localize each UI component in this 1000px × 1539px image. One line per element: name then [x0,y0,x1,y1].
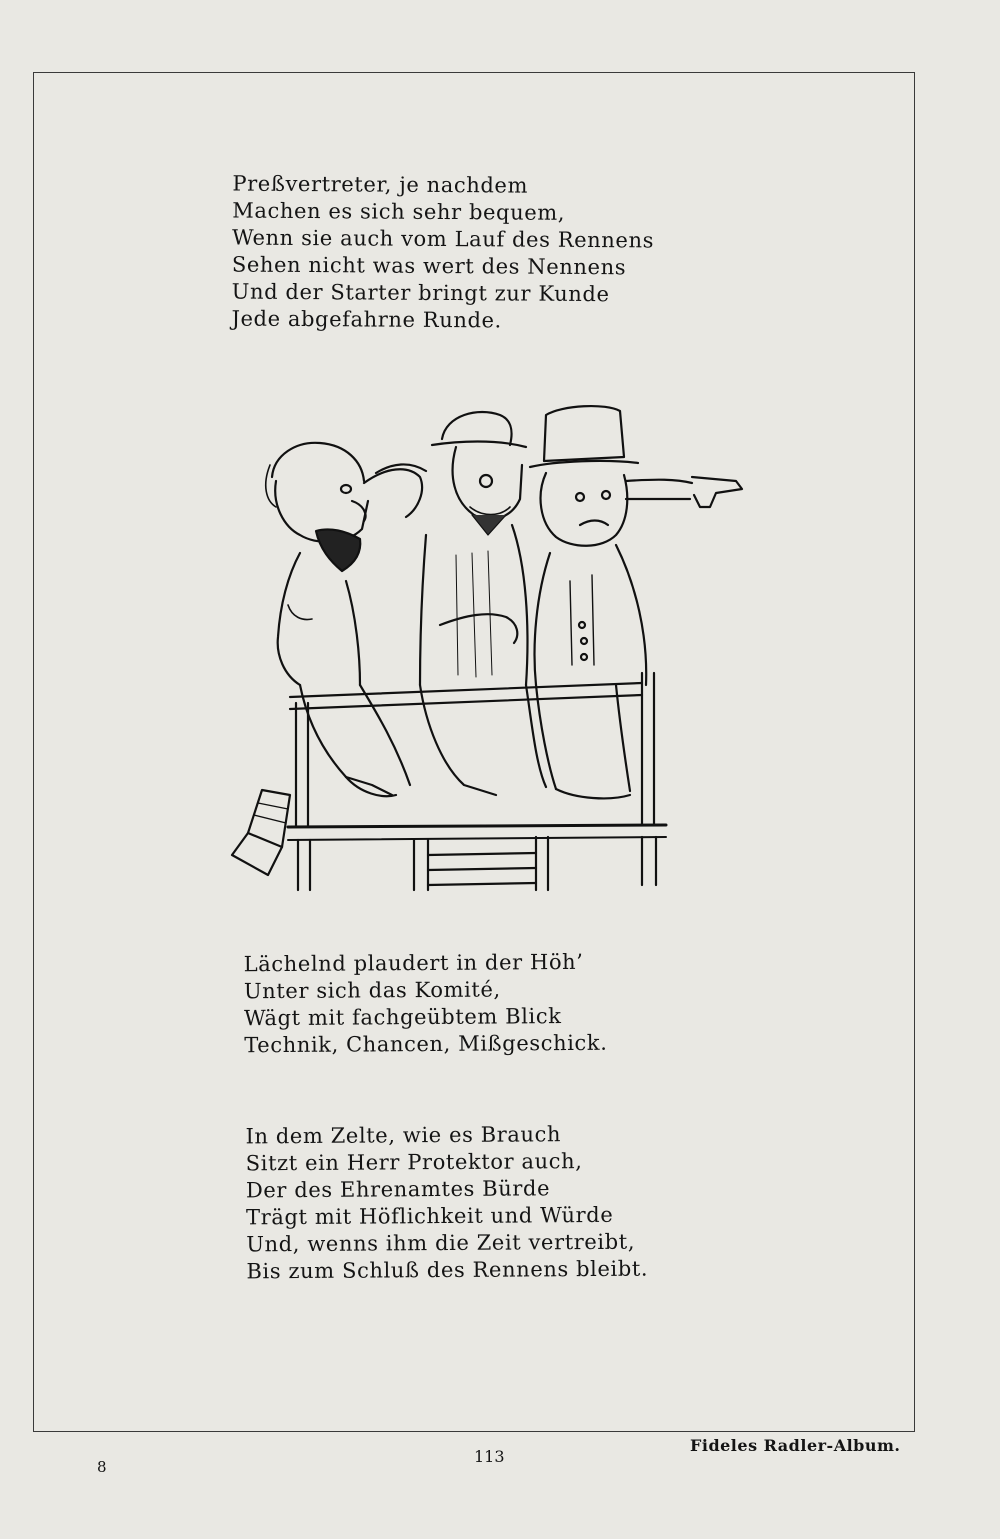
poem-line: Jede abgefahrne Runde. [231,306,502,333]
poem-line: Bis zum Schluß des Rennens bleibt. [246,1256,649,1284]
poem-line: Trägt mit Höflichkeit und Würde [246,1202,614,1230]
poem-line: Lächelnd plaudert in der Höh’ [243,949,584,977]
caricature-illustration [196,385,756,895]
poem-line: Und, wenns ihm die Zeit vertreibt, [246,1229,636,1257]
album-title: Fideles Radler-Album. [690,1436,901,1455]
poem-line: Sitzt ein Herr Protektor auch, [245,1149,583,1176]
poem-line: Und der Starter bringt zur Kunde [231,279,610,307]
poem-line: Technik, Chancen, Mißgeschick. [244,1030,608,1058]
poem-line: Machen es sich sehr bequem, [232,198,566,225]
poem-line: In dem Zelte, wie es Brauch [245,1122,562,1149]
poem-stanza-2 [244,949,608,1060]
poem-stanza-3 [245,1121,648,1286]
page-number-left: 8 [97,1458,107,1476]
poem-line: Wägt mit fachgeübtem Blick [244,1004,562,1031]
poem-line: Preßvertreter, je nachdem [232,171,529,198]
page-number-center: 113 [474,1447,505,1466]
poem-line: Sehen nicht was wert des Nennens [231,252,627,280]
poem-line: Wenn sie auch vom Lauf des Rennens [232,225,655,253]
poem-stanza-1 [231,171,654,336]
poem-line: Unter sich das Komité, [243,977,501,1004]
poem-line: Der des Ehrenamtes Bürde [245,1176,551,1203]
